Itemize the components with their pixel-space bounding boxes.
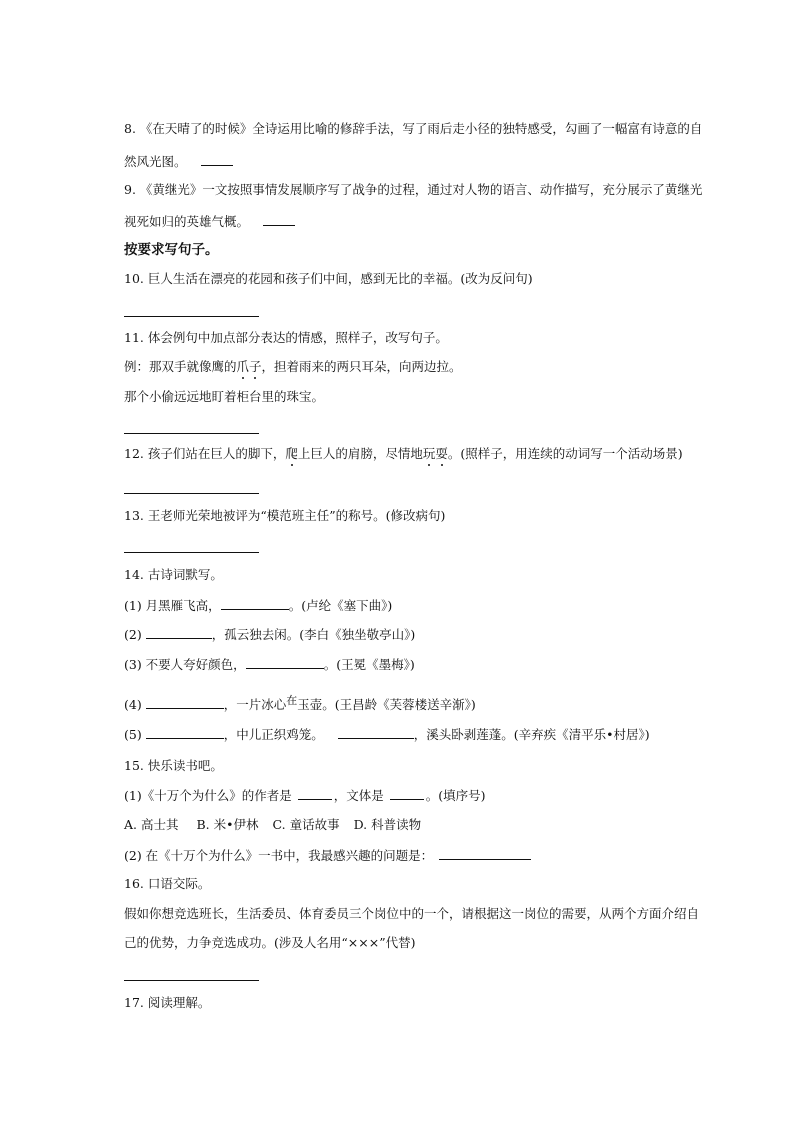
section-heading: 按要求写句子。 <box>124 242 219 258</box>
genre-blank[interactable] <box>390 787 424 800</box>
option-a[interactable]: A. 高士其 <box>124 817 179 832</box>
question-17: 17. 阅读理解。 <box>124 995 211 1010</box>
poem-item-2: (2) ，孤云独去闲。(李白《独坐敬亭山》) <box>124 627 416 642</box>
question-12-part-3: 。(照样子，用连续的动词写一个活动场景) <box>447 446 683 461</box>
poem-2-blank[interactable] <box>146 626 212 639</box>
question-12-answer-line[interactable] <box>124 493 259 494</box>
question-11-answer-line[interactable] <box>124 433 259 434</box>
question-13: 13. 王老师光荣地被评为“模范班主任”的称号。(修改病句) <box>124 508 446 523</box>
question-14: 14. 古诗词默写。 <box>124 567 223 582</box>
option-b[interactable]: B. 米•伊林 <box>196 817 259 832</box>
question-8-line-1: 8. 《在天晴了的时候》全诗运用比喻的修辞手法，写了雨后走小径的独特感受，勾画了一幅富有诗意的自 <box>124 121 703 136</box>
question-15-item-2: (2) 在《十万个为什么》一书中，我最感兴趣的问题是： <box>124 847 531 864</box>
question-15: 15. 快乐读书吧。 <box>124 758 223 773</box>
question-9-line-2 <box>124 213 295 230</box>
question-16-line-1: 假如你想竞选班长，生活委员、体育委员三个岗位中的一个，请根据这一岗位的需要，从两个方面介绍自 <box>124 906 700 921</box>
question-9-text: 视死如归的英雄气概。 <box>124 214 250 229</box>
question-11: 11. 体会例句中加点部分表达的情感，照样子，改写句子。 <box>124 330 448 345</box>
poem-5-blank-2[interactable] <box>338 726 414 739</box>
poem-1-blank[interactable] <box>221 597 289 610</box>
question-8-answer-blank[interactable] <box>201 153 233 166</box>
question-12-part-1: 12. 孩子们站在巨人的脚下， <box>124 446 286 461</box>
emphasis-dot-char: 爬 <box>285 446 298 461</box>
emphasis-dot-char: 爪 <box>236 359 250 374</box>
question-11-example <box>124 359 462 375</box>
example-prefix: 例：那双手就像鹰的 <box>124 359 237 374</box>
example-suffix: ，担着雨来的两只耳朵，向两边拉。 <box>261 359 462 374</box>
poem-item-1: (1) 月黑雁飞高， 。(卢纶《塞下曲》) <box>124 598 393 613</box>
question-13-answer-line[interactable] <box>124 552 259 553</box>
question-8-text: 然风光图。 <box>124 154 187 169</box>
poem-item-3: (3) 不要人夸好颜色， 。(王冕《墨梅》) <box>124 657 415 672</box>
emphasis-dot-char: 玩 <box>422 446 436 461</box>
emphasis-dot-char: 耍 <box>435 446 448 461</box>
author-blank[interactable] <box>298 787 332 800</box>
question-10-answer-line[interactable] <box>124 316 259 317</box>
option-d[interactable]: D. 科普读物 <box>353 817 422 832</box>
question-15-options <box>124 817 421 833</box>
question-12-part-2: 上巨人的肩膀，尽情地 <box>297 446 423 461</box>
question-10: 10. 巨人生活在漂亮的花园和孩子们中间，感到无比的幸福。(改为反问句) <box>124 271 533 286</box>
question-8-line-2 <box>124 153 233 170</box>
question-16-answer-line[interactable] <box>124 980 259 981</box>
poem-item-4: (4) ，一片冰心在玉壶。(王昌龄《芙蓉楼送辛渐》) <box>124 694 476 712</box>
favorite-question-blank[interactable] <box>439 847 531 860</box>
poem-item-5: (5) ，中儿正织鸡笼。 ，溪头卧剥莲蓬。(辛弃疾《清平乐•村居》) <box>124 727 650 742</box>
poem-4-blank[interactable] <box>146 696 224 709</box>
question-15-item-1: (1)《十万个为什么》的作者是 ，文体是 。(填序号) <box>124 788 486 803</box>
option-c[interactable]: C. 童话故事 <box>272 817 340 832</box>
question-9-answer-blank[interactable] <box>263 213 295 226</box>
question-16-line-2: 己的优势，力争竞选成功。(涉及人名用“×××”代替) <box>124 935 416 950</box>
question-12 <box>124 446 683 462</box>
poem-3-blank[interactable] <box>246 656 324 669</box>
question-16: 16. 口语交际。 <box>124 876 211 891</box>
question-11-sentence: 那个小偷远远地盯着柜台里的珠宝。 <box>124 389 325 404</box>
poem-5-blank-1[interactable] <box>146 726 224 739</box>
question-9-line-1: 9. 《黄继光》一文按照事情发展顺序写了战争的过程，通过对人物的语言、动作描写，充分展示了黄继光 <box>124 182 703 197</box>
emphasis-dot-char: 子 <box>249 359 262 374</box>
